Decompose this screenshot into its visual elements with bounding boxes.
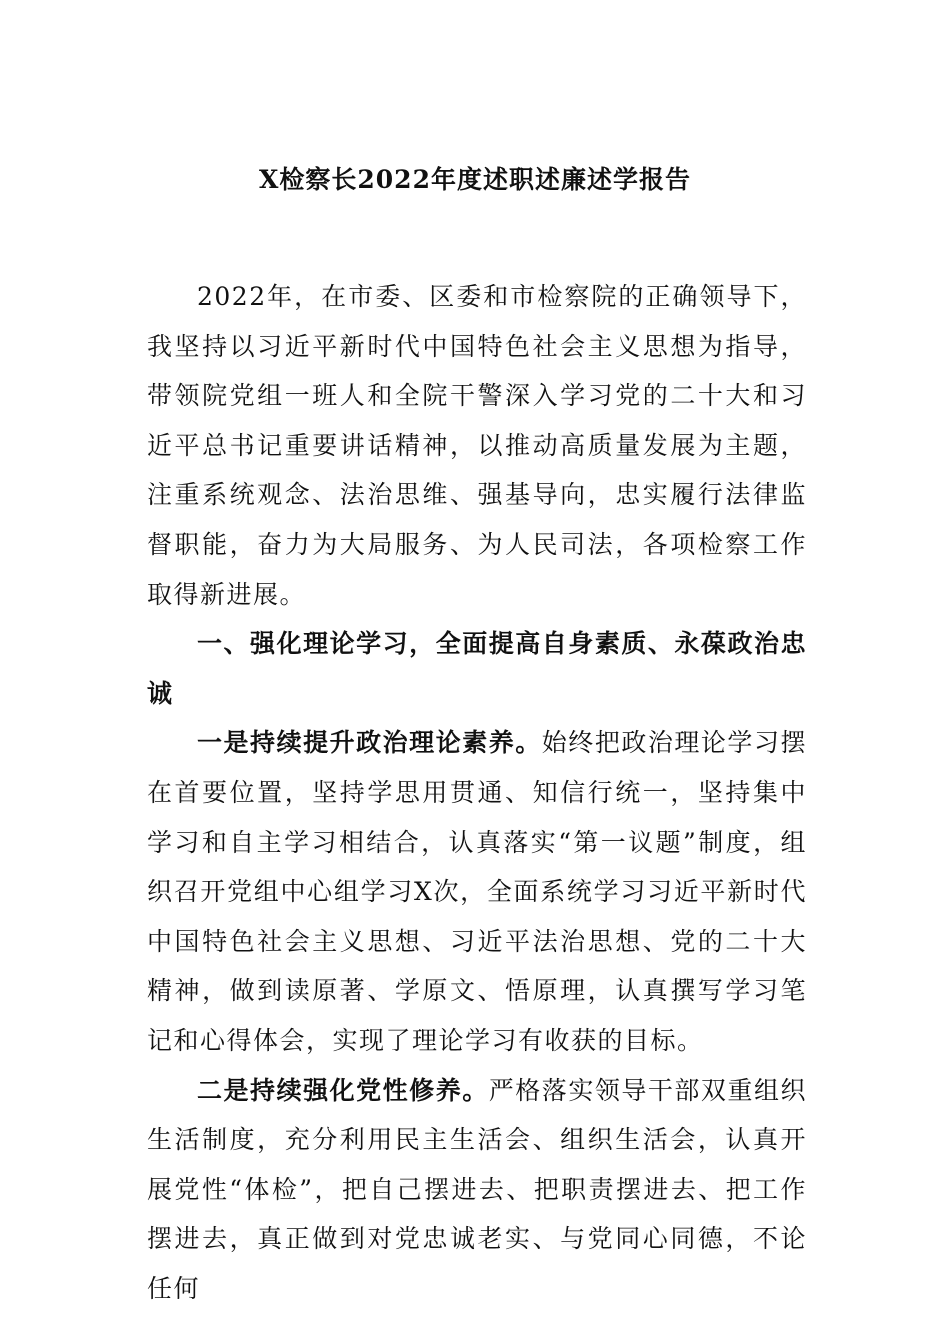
- intro-paragraph: 2022年，在市委、区委和市检察院的正确领导下，我坚持以习近平新时代中国特色社会主义思想为指导，带领院党组一班人和全院干警深入学习党的二十大和习近平总书记重要讲话精神，以推动高质量发展为主题，注重系统观念、法治思维、强基导向，忠实履行法律监督职能，奋力为大局服务、为人民司法，各项检察工作取得新进展。: [147, 282, 807, 609]
- section-heading: 一、强化理论学习，全面提高自身素质、永葆政治忠诚: [147, 629, 807, 708]
- point-paragraph-1: [147, 718, 807, 1065]
- point-2-text: 严格落实领导干部双重组织生活制度，充分利用民主生活会、组织生活会，认真开展党性“体检”，把自己摆进去、把职责摆进去、把工作摆进去，真正做到对党忠诚老实、与党同心同德，不论任何: [147, 1075, 807, 1303]
- document-body: [147, 272, 807, 1313]
- point-1-lead: 一是持续提升政治理论素养。: [197, 728, 542, 758]
- point-2-lead: 二是持续强化党性修养。: [197, 1075, 489, 1105]
- document-title: X检察长2022年度述职述廉述学报告: [259, 165, 691, 194]
- point-paragraph-2: [147, 1066, 807, 1314]
- point-1-text: 始终把政治理论学习摆在首要位置，坚持学思用贯通、知信行统一，坚持集中学习和自主学习相结合，认真落实“第一议题”制度，组织召开党组中心组学习X次，全面系统学习习近平新时代中国特色社会主义思想、习近平法治思想、党的二十大精神，做到读原著、学原文、悟原理，认真撰写学习笔记和心得体会，实现了理论学习有收获的目标。: [147, 728, 807, 1055]
